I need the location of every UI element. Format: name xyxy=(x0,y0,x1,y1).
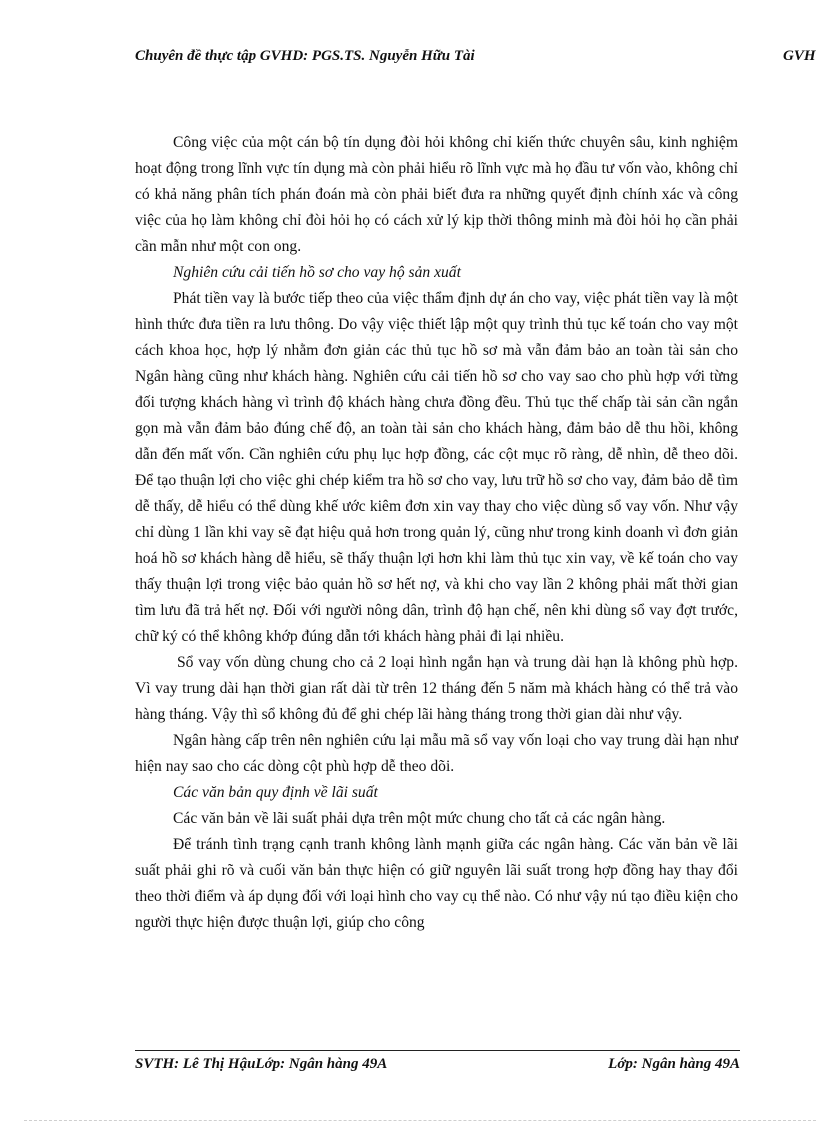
paragraph-interest-basis: Các văn bản về lãi suất phải dựa trên một mức chung cho tất cả các ngân hàng. xyxy=(173,810,666,827)
section-heading-interest-rate: Các văn bản quy định về lãi suất xyxy=(173,784,378,801)
footer-divider xyxy=(135,1050,740,1051)
page-bottom-edge xyxy=(24,1120,816,1121)
document-body xyxy=(135,130,738,936)
header-right-text: GVH xyxy=(783,48,816,64)
page-footer xyxy=(135,1056,740,1078)
page-header xyxy=(135,48,816,72)
header-left-text: Chuyên đề thực tập GVHD: PGS.TS. Nguyễn Hữu Tài xyxy=(135,48,475,64)
paragraph-credit-officer: Công việc của một cán bộ tín dụng đòi hỏi không chỉ kiến thức chuyên sâu, kinh nghiệm hoạt động trong lĩnh vực tín dụng mà còn phải hiểu rõ lĩnh vực mà họ đầu tư vốn vào, không chỉ có khả năng phân tích phán đoán mà còn phải biết đưa ra những quyết định chính xác và công việc của họ làm không chỉ đòi hỏi họ có cách xử lý kịp thời thông minh mà đòi hỏi họ cần phải cần mẫn như một con ong. xyxy=(135,134,738,255)
paragraph-loan-book: Sổ vay vốn dùng chung cho cả 2 loại hình ngắn hạn và trung dài hạn là không phù hợp. Vì vay trung dài hạn thời gian rất dài từ trên 12 tháng đến 5 năm mà khách hàng có thể trả vào hàng tháng. Vậy thì sổ không đủ để ghi chép lãi hàng tháng trong thời gian dài như vậy. xyxy=(135,654,738,723)
footer-left-text: SVTH: Lê Thị HậuLớp: Ngân hàng 49A xyxy=(135,1056,388,1072)
paragraph-upper-bank: Ngân hàng cấp trên nên nghiên cứu lại mẫu mã sổ vay vốn loại cho vay trung dài hạn như hiện nay sao cho các dòng cột phù hợp dễ theo dõi. xyxy=(135,732,738,775)
paragraph-competition: Để tránh tình trạng cạnh tranh không lành mạnh giữa các ngân hàng. Các văn bản về lãi suất phải ghi rõ và cuối văn bản thực hiện có giữ nguyên lãi suất trong hợp đồng hay thay đổi theo thời điểm và áp dụng đối với loại hình cho vay cụ thể nào. Có như vậy nú tạo điều kiện cho người thực hiện được thuận lợi, giúp cho công xyxy=(135,836,738,931)
section-heading-loan-files: Nghiên cứu cải tiến hồ sơ cho vay hộ sản xuất xyxy=(173,264,461,281)
footer-right-text: Lớp: Ngân hàng 49A xyxy=(608,1056,740,1072)
paragraph-loan-disbursement: Phát tiền vay là bước tiếp theo của việc thẩm định dự án cho vay, việc phát tiền vay là một hình thức đưa tiền ra lưu thông. Do vậy việc thiết lập một quy trình thủ tục kế toán cho vay một cách khoa học, hợp lý nhằm đơn giản các thủ tục hồ sơ mà vẫn đảm bảo an toàn tài sản cho Ngân hàng cũng như khách hàng. Nghiên cứu cải tiến hồ sơ cho vay sao cho phù hợp với từng đối tượng khách hàng vì trình độ khách hàng chưa đồng đều. Thủ tục thế chấp tài sản cần ngắn gọn mà vẫn đảm bảo đúng chế độ, an toàn tài sản cho khách hàng, đảm bảo dễ thu hồi, không dẫn đến mất vốn. Cần nghiên cứu phụ lục hợp đồng, các cột mục rõ ràng, dễ nhìn, dễ theo dõi. Để tạo thuận lợi cho việc ghi chép kiểm tra hồ sơ cho vay, lưu trữ hồ sơ cho vay, đảm bảo dễ tìm dễ thấy, dễ hiểu có thể dùng khế ước kiêm đơn xin vay thay cho việc dùng sổ vay vốn. Như vậy chỉ dùng 1 lần khi vay sẽ đạt hiệu quả hơn trong quản lý, cũng như trong kinh doanh vì đơn giản hoá hồ sơ khách hàng dễ hiểu, sẽ thấy thuận lợi hơn khi làm thủ tục xin vay, về kế toán cho vay thấy thuận lợi trong việc bảo quản hồ sơ hết nợ, và khi cho vay lần 2 không phải mất thời gian tìm lưu đã trả hết nợ. Đối với người nông dân, trình độ hạn chế, nên khi dùng sổ vay đợt trước, chữ ký có thể không khớp đúng dẫn tới khách hàng phải đi lại nhiều. xyxy=(135,290,739,645)
